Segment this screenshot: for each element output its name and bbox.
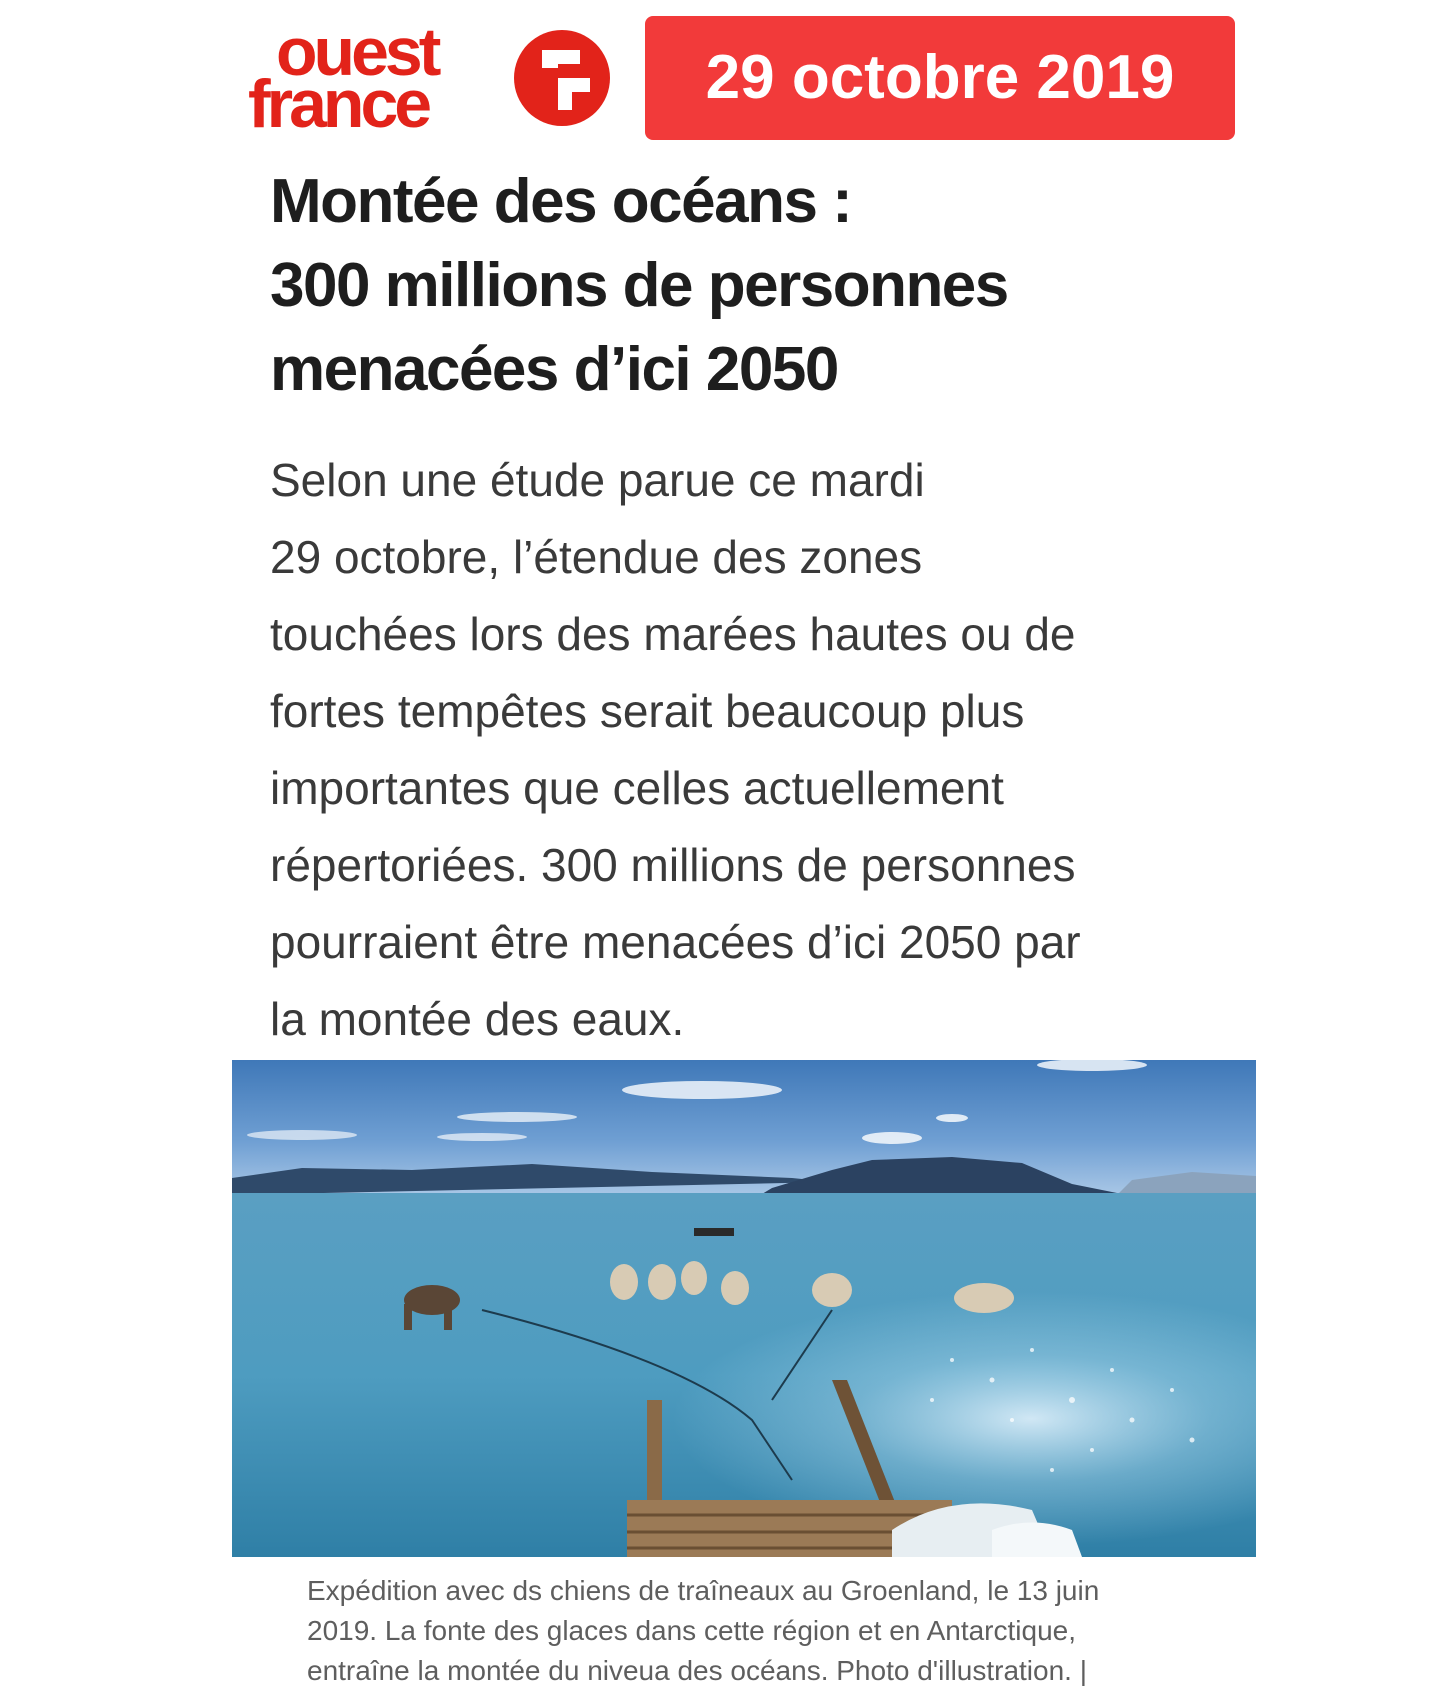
lead-line: répertoriées. 300 millions de personnes bbox=[270, 839, 1076, 891]
photo-caption bbox=[307, 1571, 1207, 1691]
lead-line: Selon une étude parue ce mardi bbox=[270, 454, 925, 506]
logo-emblem-icon bbox=[512, 28, 612, 128]
logo-wordmark bbox=[248, 14, 518, 142]
article-photo[interactable] bbox=[232, 1060, 1256, 1557]
article-lead bbox=[270, 442, 1230, 1058]
headline-line: menacées d’ici 2050 bbox=[270, 335, 838, 404]
ouest-france-logo[interactable] bbox=[248, 14, 618, 142]
headline-line: 300 millions de personnes bbox=[270, 251, 1008, 320]
lead-line: la montée des eaux. bbox=[270, 993, 685, 1045]
caption-line: entraîne la montée du niveua des océans. Photo d'illustration. | bbox=[307, 1655, 1088, 1686]
logo-word-ouest: ouest bbox=[276, 14, 438, 90]
lead-line: touchées lors des marées hautes ou de bbox=[270, 608, 1076, 660]
lead-line: pourraient être menacées d’ici 2050 par bbox=[270, 916, 1081, 968]
caption-line: 2019. La fonte des glaces dans cette région et en Antarctique, bbox=[307, 1615, 1076, 1646]
logo-word-france: france bbox=[248, 66, 429, 142]
date-badge: 29 octobre 2019 bbox=[645, 16, 1235, 140]
headline-line: Montée des océans : bbox=[270, 167, 852, 236]
lead-line: fortes tempêtes serait beaucoup plus bbox=[270, 685, 1025, 737]
photo-greenland-sled-dogs bbox=[232, 1060, 1256, 1557]
caption-line: Expédition avec ds chiens de traîneaux au Groenland, le 13 juin bbox=[307, 1575, 1100, 1606]
lead-line: importantes que celles actuellement bbox=[270, 762, 1004, 814]
lead-line: 29 octobre, l’étendue des zones bbox=[270, 531, 923, 583]
article-headline bbox=[270, 160, 1230, 412]
